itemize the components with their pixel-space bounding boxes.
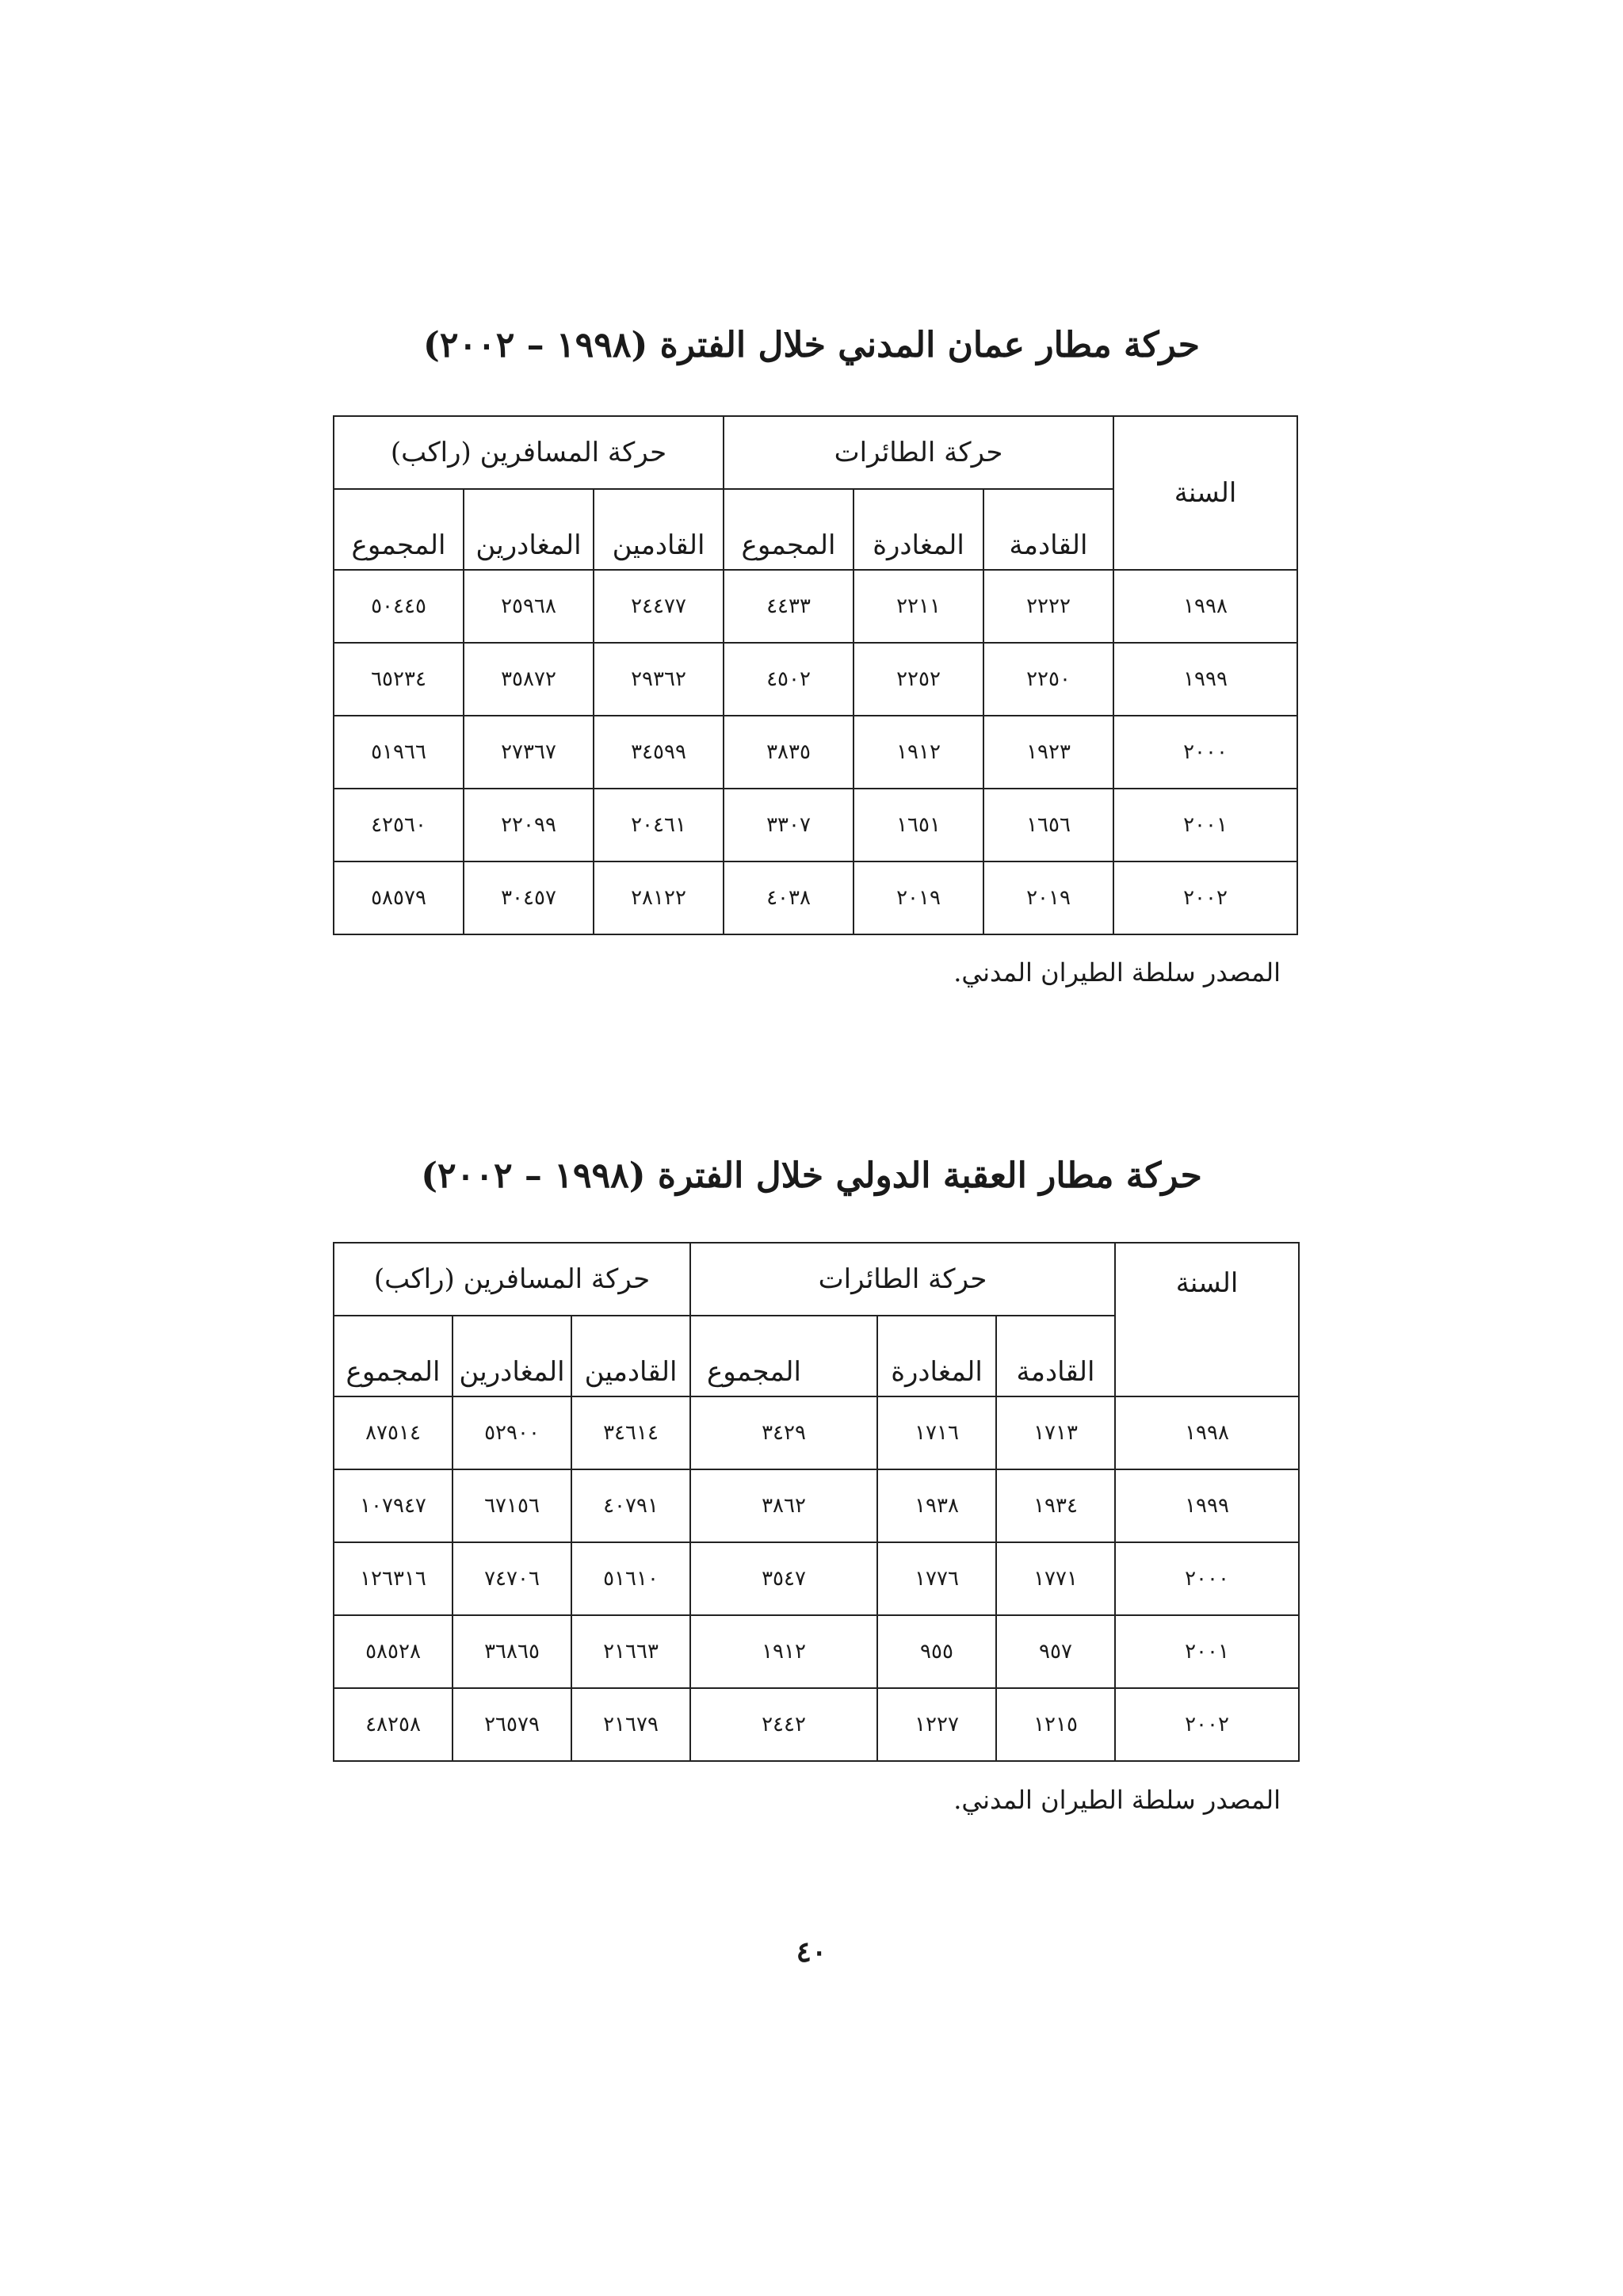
- aircraft-arrivals-header: القادمة: [996, 1316, 1115, 1396]
- data-cell: ١٧٧١: [996, 1542, 1115, 1615]
- year-cell: ٢٠٠٢: [1115, 1688, 1299, 1761]
- year-column-header: السنة: [1113, 416, 1297, 570]
- data-cell: ٢٦٥٧٩: [453, 1688, 571, 1761]
- year-cell: ٢٠٠١: [1115, 1615, 1299, 1688]
- year-cell: ٢٠٠٠: [1115, 1542, 1299, 1615]
- year-cell: ١٩٩٩: [1113, 643, 1297, 716]
- data-cell: ٣٨٣٥: [724, 716, 854, 789]
- data-cell: ١٩٣٤: [996, 1469, 1115, 1542]
- table-row: [334, 789, 1297, 861]
- data-cell: ٨٧٥١٤: [334, 1396, 453, 1469]
- aircraft-total-header: المجموع: [690, 1316, 877, 1396]
- aircraft-total-header: المجموع: [724, 489, 854, 570]
- year-cell: ١٩٩٨: [1113, 570, 1297, 643]
- data-cell: ٦٥٢٣٤: [334, 643, 464, 716]
- aircraft-movement-header: حركة الطائرات: [724, 416, 1113, 489]
- passenger-total-header: المجموع: [334, 489, 464, 570]
- aircraft-movement-header: حركة الطائرات: [690, 1243, 1115, 1316]
- data-cell: ٥٨٥٢٨: [334, 1615, 453, 1688]
- data-cell: ٥٢٩٠٠: [453, 1396, 571, 1469]
- aqaba-table-title: حركة مطار العقبة الدولي خلال الفترة (١٩٩٨ – ٢٠٠٢): [421, 1156, 1202, 1196]
- passenger-departures-header: المغادرين: [464, 489, 594, 570]
- data-cell: ٤٠٧٩١: [571, 1469, 690, 1542]
- data-cell: ٢٢١١: [854, 570, 983, 643]
- data-cell: ٥٠٤٤٥: [334, 570, 464, 643]
- data-cell: ٥١٦١٠: [571, 1542, 690, 1615]
- table-row: [334, 1615, 1299, 1688]
- table-row: [334, 716, 1297, 789]
- data-cell: ٢٠٤٦١: [594, 789, 724, 861]
- aqaba-source-note: المصدر سلطة الطيران المدني.: [953, 1785, 1281, 1815]
- data-cell: ٣٤٦١٤: [571, 1396, 690, 1469]
- data-cell: ١٧١٦: [877, 1396, 996, 1469]
- data-cell: ٩٥٥: [877, 1615, 996, 1688]
- data-cell: ٣٣٠٧: [724, 789, 854, 861]
- table-row: [334, 1542, 1299, 1615]
- amman-traffic-table: [333, 415, 1298, 935]
- amman-source-note: المصدر سلطة الطيران المدني.: [953, 957, 1281, 988]
- data-cell: ٢١٦٧٩: [571, 1688, 690, 1761]
- data-cell: ٥١٩٦٦: [334, 716, 464, 789]
- data-cell: ١٢٦٣١٦: [334, 1542, 453, 1615]
- data-cell: ٢٩٣٦٢: [594, 643, 724, 716]
- year-cell: ١٩٩٩: [1115, 1469, 1299, 1542]
- data-cell: ٤٠٣٨: [724, 861, 854, 934]
- data-cell: ٢٨١٢٢: [594, 861, 724, 934]
- aircraft-arrivals-header: القادمة: [983, 489, 1113, 570]
- page-number: ٤٠: [796, 1935, 827, 1969]
- data-cell: ١٩٣٨: [877, 1469, 996, 1542]
- data-cell: ٢٢٢٢: [983, 570, 1113, 643]
- data-cell: ١٧٧٦: [877, 1542, 996, 1615]
- data-cell: ٣٥٨٧٢: [464, 643, 594, 716]
- data-cell: ٦٧١٥٦: [453, 1469, 571, 1542]
- data-cell: ١٢١٥: [996, 1688, 1115, 1761]
- table-row: [334, 1469, 1299, 1542]
- passenger-total-header: المجموع: [334, 1316, 453, 1396]
- data-cell: ٣٤٥٩٩: [594, 716, 724, 789]
- data-cell: ١٦٥٦: [983, 789, 1113, 861]
- data-cell: ١٧١٣: [996, 1396, 1115, 1469]
- data-cell: ٢٤٤٢: [690, 1688, 877, 1761]
- year-cell: ٢٠٠١: [1113, 789, 1297, 861]
- year-column-header: السنة: [1115, 1243, 1299, 1396]
- data-cell: ٧٤٧٠٦: [453, 1542, 571, 1615]
- data-cell: ١٩١٢: [854, 716, 983, 789]
- data-cell: ٢٧٣٦٧: [464, 716, 594, 789]
- passenger-departures-header: المغادرين: [453, 1316, 571, 1396]
- amman-table-title: حركة مطار عمان المدني خلال الفترة (١٩٩٨ – ٢٠٠٢): [422, 325, 1200, 365]
- data-cell: ١٠٧٩٤٧: [334, 1469, 453, 1542]
- data-cell: ٣٨٦٢: [690, 1469, 877, 1542]
- table-row: [334, 861, 1297, 934]
- data-cell: ٤٢٥٦٠: [334, 789, 464, 861]
- data-cell: ٣٤٢٩: [690, 1396, 877, 1469]
- data-cell: ٢٥٩٦٨: [464, 570, 594, 643]
- year-cell: ١٩٩٨: [1115, 1396, 1299, 1469]
- table-row: [334, 1688, 1299, 1761]
- data-cell: ٢٢٥٢: [854, 643, 983, 716]
- aircraft-departures-header: المغادرة: [854, 489, 983, 570]
- data-cell: ٢٢٠٩٩: [464, 789, 594, 861]
- data-cell: ٣٠٤٥٧: [464, 861, 594, 934]
- table-row: [334, 643, 1297, 716]
- data-cell: ٢٢٥٠: [983, 643, 1113, 716]
- passenger-movement-header: حركة المسافرين (راكب): [334, 416, 724, 489]
- passenger-arrivals-header: القادمين: [571, 1316, 690, 1396]
- data-cell: ٢٤٤٧٧: [594, 570, 724, 643]
- data-cell: ٤٤٣٣: [724, 570, 854, 643]
- data-cell: ٣٥٤٧: [690, 1542, 877, 1615]
- data-cell: ١٦٥١: [854, 789, 983, 861]
- passenger-movement-header: حركة المسافرين (راكب): [334, 1243, 690, 1316]
- data-cell: ٣٦٨٦٥: [453, 1615, 571, 1688]
- passenger-arrivals-header: القادمين: [594, 489, 724, 570]
- data-cell: ١٢٢٧: [877, 1688, 996, 1761]
- data-cell: ٩٥٧: [996, 1615, 1115, 1688]
- table-row: [334, 570, 1297, 643]
- data-cell: ٢٠١٩: [983, 861, 1113, 934]
- table-row: [334, 1396, 1299, 1469]
- year-cell: ٢٠٠٢: [1113, 861, 1297, 934]
- data-cell: ١٩٢٣: [983, 716, 1113, 789]
- aqaba-traffic-table: [333, 1242, 1300, 1762]
- data-cell: ٥٨٥٧٩: [334, 861, 464, 934]
- data-cell: ٢٠١٩: [854, 861, 983, 934]
- year-cell: ٢٠٠٠: [1113, 716, 1297, 789]
- data-cell: ٤٥٠٢: [724, 643, 854, 716]
- data-cell: ٤٨٢٥٨: [334, 1688, 453, 1761]
- aircraft-departures-header: المغادرة: [877, 1316, 996, 1396]
- data-cell: ٢١٦٦٣: [571, 1615, 690, 1688]
- data-cell: ١٩١٢: [690, 1615, 877, 1688]
